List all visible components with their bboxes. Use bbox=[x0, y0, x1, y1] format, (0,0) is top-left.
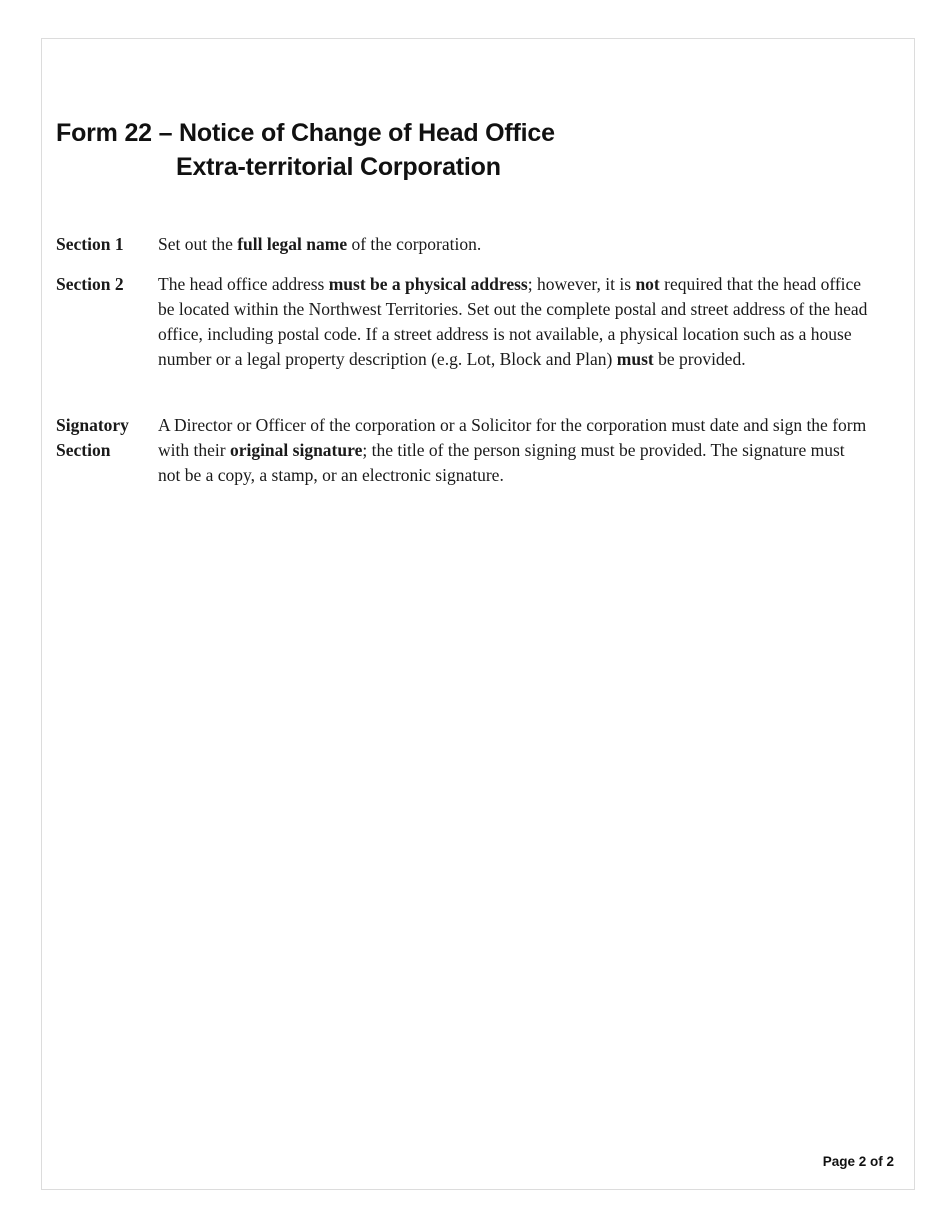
document-page bbox=[41, 38, 915, 1190]
signatory-text-part: A Director or Officer of the corporation or a Solicitor for the corporation must date and sign the form with their bbox=[158, 415, 867, 460]
signatory-section-text bbox=[158, 413, 868, 488]
section-2-text-part: ; however, it is bbox=[527, 274, 636, 294]
section-2-text-part: be provided. bbox=[653, 349, 746, 369]
form-title-line-1: Form 22 – Notice of Change of Head Office bbox=[56, 119, 555, 147]
page-number: Page 2 of 2 bbox=[822, 1154, 894, 1169]
signatory-text-part: ; the title of the person signing must be provided. The signature must not be a copy, a stamp, or an electronic signature. bbox=[158, 440, 845, 485]
section-1-text-part: of the corporation. bbox=[347, 234, 482, 254]
section-1-text bbox=[158, 232, 868, 257]
signatory-label-line-2: Section bbox=[56, 440, 111, 460]
form-title-line-2: Extra-territorial Corporation bbox=[176, 153, 501, 181]
form-title bbox=[56, 116, 555, 184]
signatory-label-line-1: Signatory bbox=[56, 415, 129, 435]
section-1-text-part: Set out the bbox=[158, 234, 238, 254]
section-2-emphasis-must: must bbox=[616, 349, 654, 369]
section-2-text-part: required that the head office be located within the Northwest Territories. Set out the complete postal and street address of the head office, including postal code. If a street address is not available, a physical location such as a house number or a legal property description (e.g. Lot, Block and Plan) bbox=[158, 274, 868, 369]
section-1-label: Section 1 bbox=[56, 234, 124, 254]
section-2-text bbox=[158, 272, 868, 372]
signatory-section-label bbox=[56, 413, 156, 463]
section-2-emphasis-physical-address: must be a physical address bbox=[328, 274, 528, 294]
section-2-label: Section 2 bbox=[56, 274, 124, 294]
section-2-text-part: The head office address bbox=[158, 274, 329, 294]
signatory-emphasis-original-signature: original signature bbox=[229, 440, 363, 460]
section-1-emphasis-full-legal-name: full legal name bbox=[237, 234, 348, 254]
section-2-emphasis-not: not bbox=[635, 274, 660, 294]
